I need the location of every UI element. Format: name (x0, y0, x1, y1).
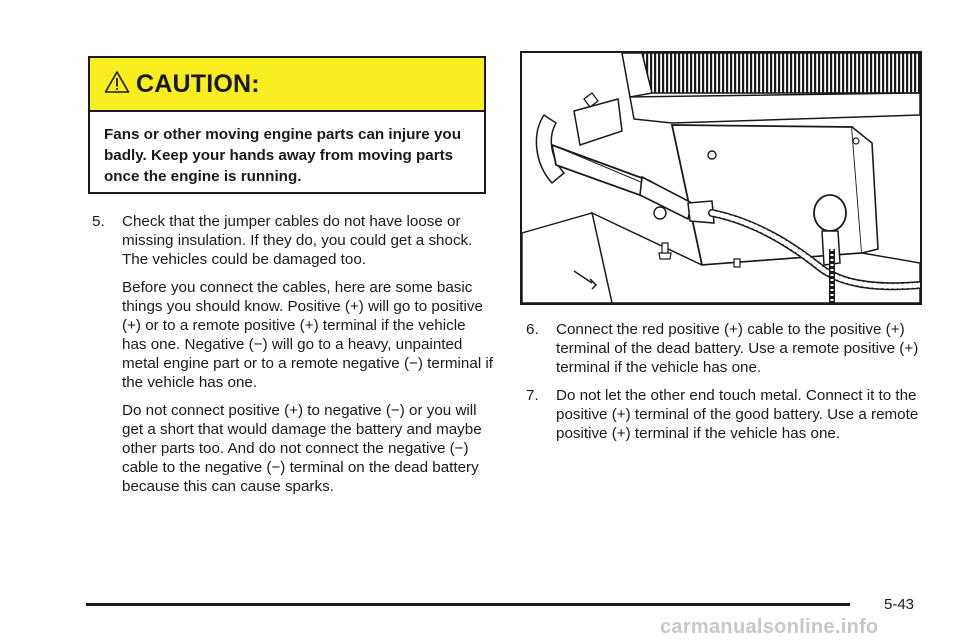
left-column (92, 212, 494, 496)
paragraph-warning: Do not connect positive (+) to negative (−) or you will get a short that would damage the battery and maybe other parts too. And do not connect the negative (−) cable to the negative (−) terminal on the dead battery because this can cause sparks. (122, 402, 482, 495)
engine-drawing (522, 53, 920, 303)
watermark: carmanualsonline.info (660, 616, 879, 638)
page-number: 5-43 (884, 596, 915, 613)
caution-text: Fans or other moving engine parts can injure you badly. Keep your hands away from moving parts once the engine is running. (104, 126, 461, 185)
footer-rule (86, 603, 850, 606)
caution-box (88, 56, 486, 194)
step-number: 6. (526, 321, 539, 338)
step-text: Check that the jumper cables do not have loose or missing insulation. If they do, you could get a shock. The vehicles could be damaged too. (122, 213, 473, 268)
step-number: 7. (526, 387, 539, 404)
step-6 (526, 320, 930, 377)
step-7 (526, 386, 930, 443)
warning-triangle-icon (104, 70, 130, 94)
step-number: 5. (92, 213, 105, 230)
engine-illustration (520, 51, 922, 305)
step-text: Connect the red positive (+) cable to the positive (+) terminal of the dead battery. Use a remote positive (+) terminal if the vehicle has one. (556, 321, 919, 376)
right-column (526, 320, 930, 443)
step-text: Do not let the other end touch metal. Connect it to the positive (+) terminal of the good battery. Use a remote positive (+) terminal if the vehicle has one. (556, 387, 919, 442)
paragraph-basics: Before you connect the cables, here are some basic things you should know. Positive (+) will go to positive (+) or to a remote positive (+) terminal if the vehicle has one. Negative (−) will go to a heavy, unpainted metal engine part or to a remote negative (−) terminal if the vehicle has one. (122, 279, 494, 391)
caution-title: CAUTION: (136, 69, 260, 98)
step-5 (92, 212, 494, 269)
caution-header (90, 58, 484, 112)
